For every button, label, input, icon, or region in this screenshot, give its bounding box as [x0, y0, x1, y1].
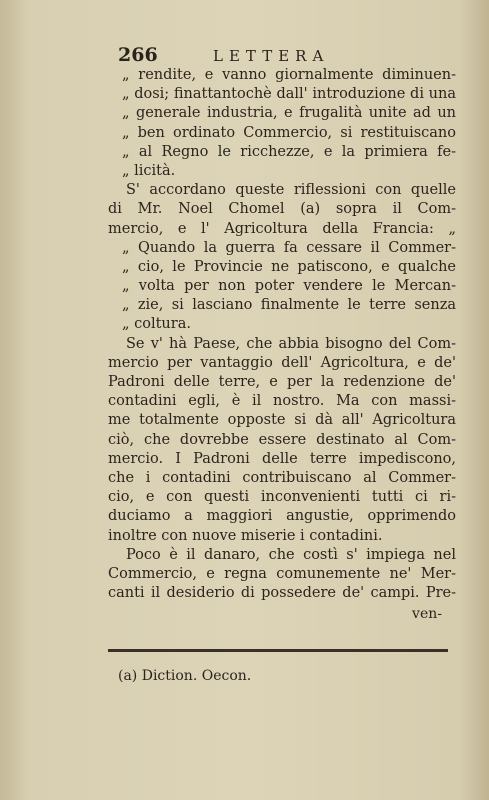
footnote-rule [108, 649, 448, 652]
text-line: duciamo a maggiori angustie, opprimendo [108, 508, 456, 525]
text-line: Padroni delle terre, e per la redenzione de' [108, 374, 456, 390]
text-line: „ licità. [122, 162, 176, 179]
page-number: 266 [118, 44, 158, 66]
footnote: (a) Diction. Oecon. [118, 668, 252, 684]
page-header [108, 44, 456, 68]
text-line: „ coltura. [122, 316, 191, 333]
running-head: LETTERA [213, 47, 330, 65]
body-text [108, 66, 456, 623]
catchword: ven- [412, 606, 442, 623]
text-line: „ al Regno le ricchezze, e la primiera fe- [122, 143, 456, 160]
text-line: „ generale industria, e frugalità unite ad un [122, 105, 456, 122]
page-content [108, 44, 456, 684]
text-line: „ cio, le Provincie ne patiscono, e qualche [122, 258, 456, 275]
text-line: Se v' hà Paese, che abbia bisogno del Com- [126, 335, 456, 352]
text-line: mercio per vantaggio dell' Agricoltura, e de' [108, 354, 456, 371]
text-line: cio, e con questi inconvenienti tutti ci ri- [108, 489, 456, 506]
text-line: mercio. I Padroni delle terre impediscono, [108, 450, 456, 467]
text-line: „ Quando la guerra fa cessare il Commer- [122, 239, 456, 256]
catchword-line [108, 603, 456, 623]
text-line: „ ben ordinato Commercio, si restituiscano [122, 124, 456, 141]
text-line: S' accordano queste riflessioni con quelle [126, 182, 456, 199]
text-line: „ rendite, e vanno giornalmente diminuen- [122, 67, 456, 83]
text-line: Poco è il danaro, che costì s' impiega nel [126, 546, 456, 563]
text-line: mercio, e l' Agricoltura della Francia: „ [108, 220, 456, 237]
text-line: di Mr. Noel Chomel (a) sopra il Com- [108, 201, 456, 218]
text-line: canti il desiderio di possedere de' campi. Pre- [108, 585, 456, 602]
text-line: contadini egli, è il nostro. Ma con massi- [108, 393, 456, 410]
text-line: me totalmente opposte si dà all' Agricoltura [108, 412, 456, 429]
text-line: Commercio, e regna comunemente ne' Mer- [108, 565, 456, 582]
text-line: ciò, che dovrebbe essere destinato al Com- [108, 431, 456, 448]
text-line: „ zie, si lasciano finalmente le terre senza [122, 297, 456, 314]
text-line: inoltre con nuove miserie i contadini. [108, 527, 383, 544]
text-line: „ volta per non poter vendere le Mercan- [122, 278, 456, 295]
text-line: che i contadini contribuiscano al Commer- [108, 469, 456, 486]
text-line: „ dosi; finattantochè dall' introduzione di una [122, 86, 456, 103]
